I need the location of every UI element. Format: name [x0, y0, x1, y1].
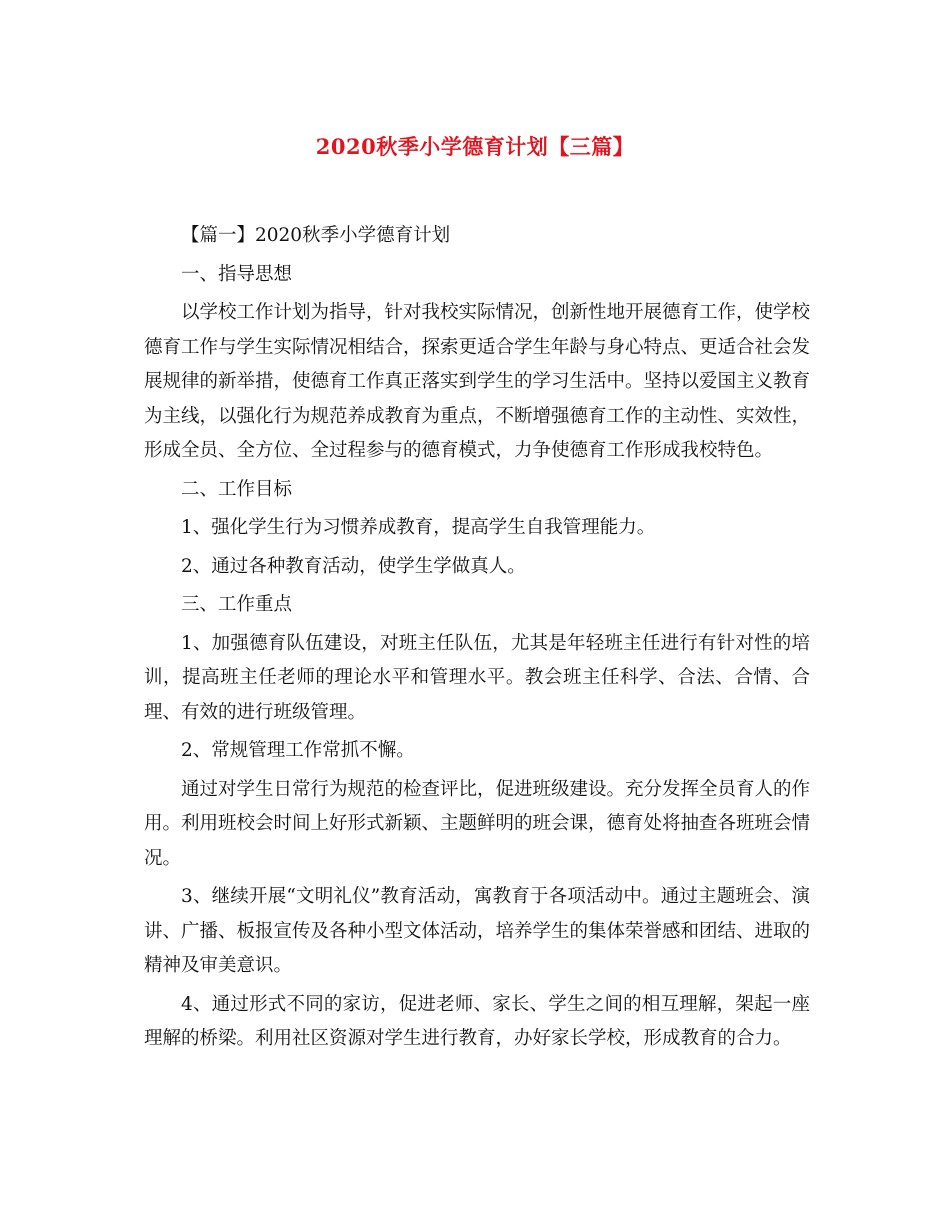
list-item: 1、加强德育队伍建设，对班主任队伍，尤其是年轻班主任进行有针对性的培训，提高班主任老师的理论水平和管理水平。教会班主任科学、合法、合情、合理、有效的进行班级管理。	[144, 632, 810, 723]
subheading: 一、指导思想	[181, 263, 293, 285]
paragraph: 通过对学生日常行为规范的检查评比，促进班级建设。充分发挥全员育人的作用。利用班校会时间上好形式新颖、主题鲜明的班会课，德育处将抽查各班班会情况。	[144, 778, 811, 869]
list-item: 4、通过形式不同的家访，促进老师、家长、学生之间的相互理解，架起一座理解的桥梁。利用社区资源对学生进行教育，办好家长学校，形成教育的合力。	[144, 993, 810, 1049]
document-title: 2020秋季小学德育计划【三篇】	[315, 134, 635, 159]
list-item: 1、强化学生行为习惯养成教育，提高学生自我管理能力。	[181, 517, 656, 538]
subheading: 二、工作目标	[181, 478, 293, 500]
document-body	[144, 219, 810, 1061]
list-item: 3、继续开展“文明礼仪”教育活动，寓教育于各项活动中。通过主题班会、演讲、广播、板报宣传及各种小型文体活动，培养学生的集体荣誉感和团结、进取的精神及审美意识。	[144, 886, 811, 976]
list-item: 2、通过各种教育活动，使学生学做真人。	[181, 555, 526, 577]
paragraph: 以学校工作计划为指导，针对我校实际情况，创新性地开展德育工作，使学校德育工作与学生实际情况相结合，探索更适合学生年龄与身心特点、更适合社会发展规律的新举措，使德育工作真正落实到学生的学习生活中。坚持以爱国主义教育为主线，以强化行为规范养成教育为重点，不断增强德育工作的主动性、实效性，形成全员、全方位、全过程参与的德育模式，力争使德育工作形成我校特色。	[144, 302, 811, 461]
subheading: 三、工作重点	[181, 594, 293, 615]
list-item: 2、常规管理工作常抓不懈。	[181, 740, 415, 761]
section-heading: 【篇一】2020秋季小学德育计划	[181, 225, 451, 246]
